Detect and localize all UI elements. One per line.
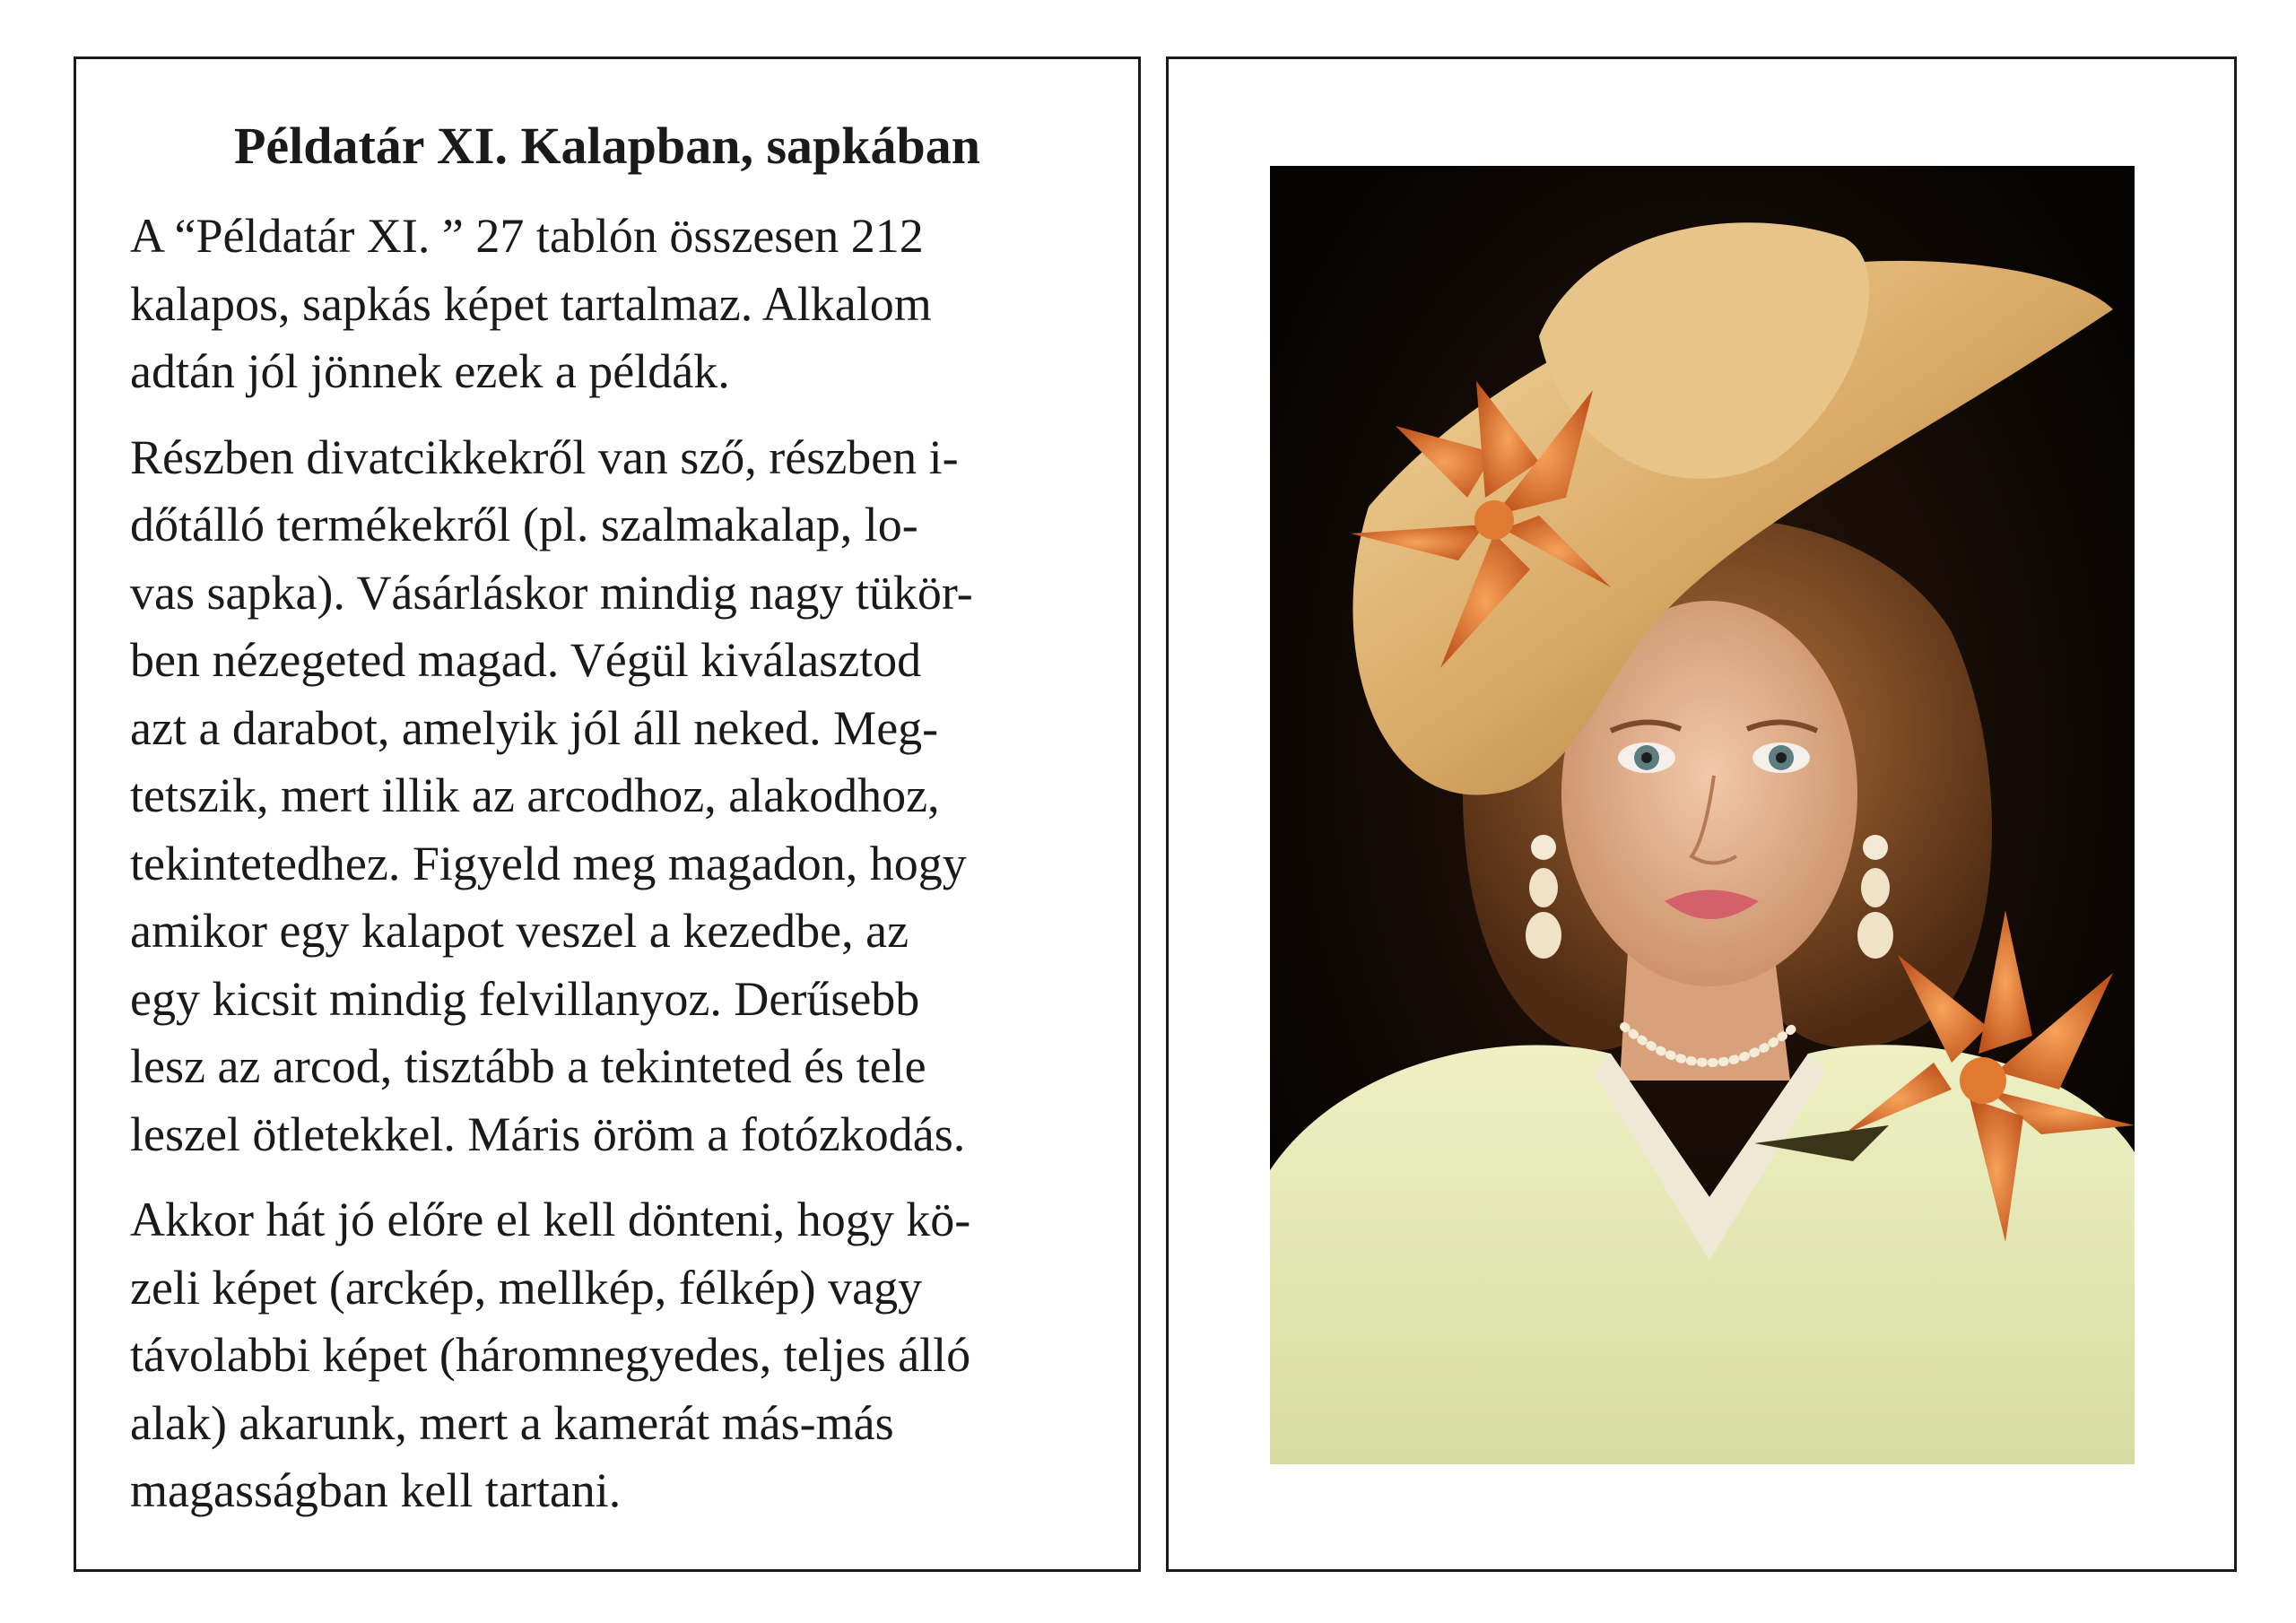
right-earring-pearl xyxy=(1863,835,1888,860)
text-panel xyxy=(74,56,1141,1572)
paragraph-intro: A “Példatár XI. ” 27 tablón összesen 212 kalapos, sapkás képet tartalmaz. Alkalom adtán jól jönnek ezek a példák. xyxy=(130,209,932,398)
portrait-photo xyxy=(1270,166,2135,1464)
left-earring-pearl xyxy=(1531,835,1556,860)
paragraph-framing: Akkor hát jó előre el kell dönteni, hogy kö- zeli képet (arckép, mellkép, félkép) vagy távolabbi képet (háromnegyedes, teljes álló alak) akarunk, mert a kamerát más-más magasságban kell tartani. xyxy=(130,1193,971,1517)
image-panel xyxy=(1166,56,2237,1572)
page-title: Példatár XI. Kalapban, sapkában xyxy=(233,117,981,175)
woman-in-hat-illustration xyxy=(1270,166,2135,1464)
paragraph-shopping: Részben divatcikkekről van sző, részben i- dőtálló termékekről (pl. szalmakalap, lo- vas sapka). Vásárláskor mindig nagy tükör- ben nézegeted magad. Végül kiválasztod azt a darabot, amelyik jól áll neked. Meg- tetszik, mert illik az arcodhoz, alakodhoz, tekintetedhez. Figyeld meg magadon, hogy amikor egy kalapot veszel a kezedbe, az egy kicsit mindig felvillanyoz. Derűsebb lesz az arcod, tisztább a tekinteted és tele leszel ötletekkel. Máris öröm a fotózkodás. xyxy=(130,430,973,1161)
body-text xyxy=(130,203,1099,1543)
